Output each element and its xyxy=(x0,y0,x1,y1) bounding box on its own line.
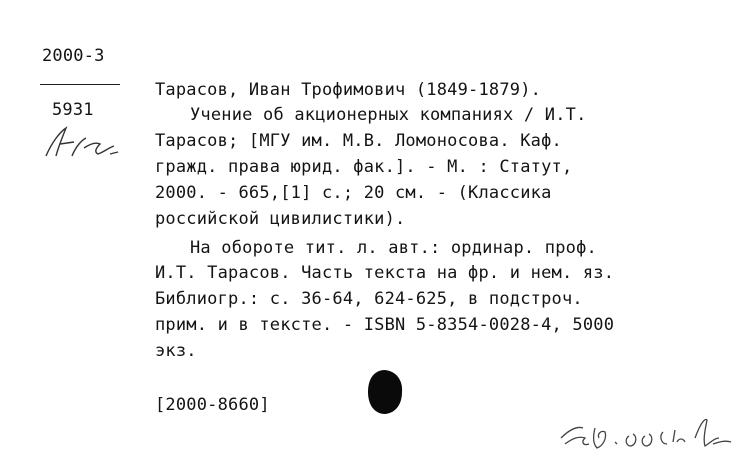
card-number: 2000-3 xyxy=(42,46,105,66)
description-line-3: гражд. права юрид. фак.]. - М. : Статут, xyxy=(155,157,573,177)
note-line-4: прим. и в тексте. - ISBN 5-8354-0028-4, 5000 xyxy=(155,315,615,335)
handwritten-mark-right xyxy=(555,408,745,456)
note-line-5: экз. xyxy=(155,341,197,361)
divider-rule xyxy=(40,84,120,85)
note-line-2: И.Т. Тарасов. Часть текста на фр. и нем. яз. xyxy=(155,263,615,283)
record-id: [2000-8660] xyxy=(155,395,270,415)
handwritten-mark-left xyxy=(38,118,124,164)
note-line-3: Библиогр.: с. 36-64, 624-625, в подстроч. xyxy=(155,289,583,309)
description-line-1: Учение об акционерных компаниях / И.Т. xyxy=(190,105,587,125)
note-line-1: На обороте тит. л. авт.: ординар. проф. xyxy=(190,238,597,258)
description-line-2: Тарасов; [МГУ им. М.В. Ломоносова. Каф. xyxy=(155,131,562,151)
description-line-5: российской цивилистики). xyxy=(155,209,406,229)
shelf-mark: 5931 xyxy=(52,100,94,120)
description-line-4: 2000. - 665,[1] с.; 20 см. - (Классика xyxy=(155,183,552,203)
author-heading: Тарасов, Иван Трофимович (1849-1879). xyxy=(155,80,542,100)
ink-blot xyxy=(366,368,404,416)
